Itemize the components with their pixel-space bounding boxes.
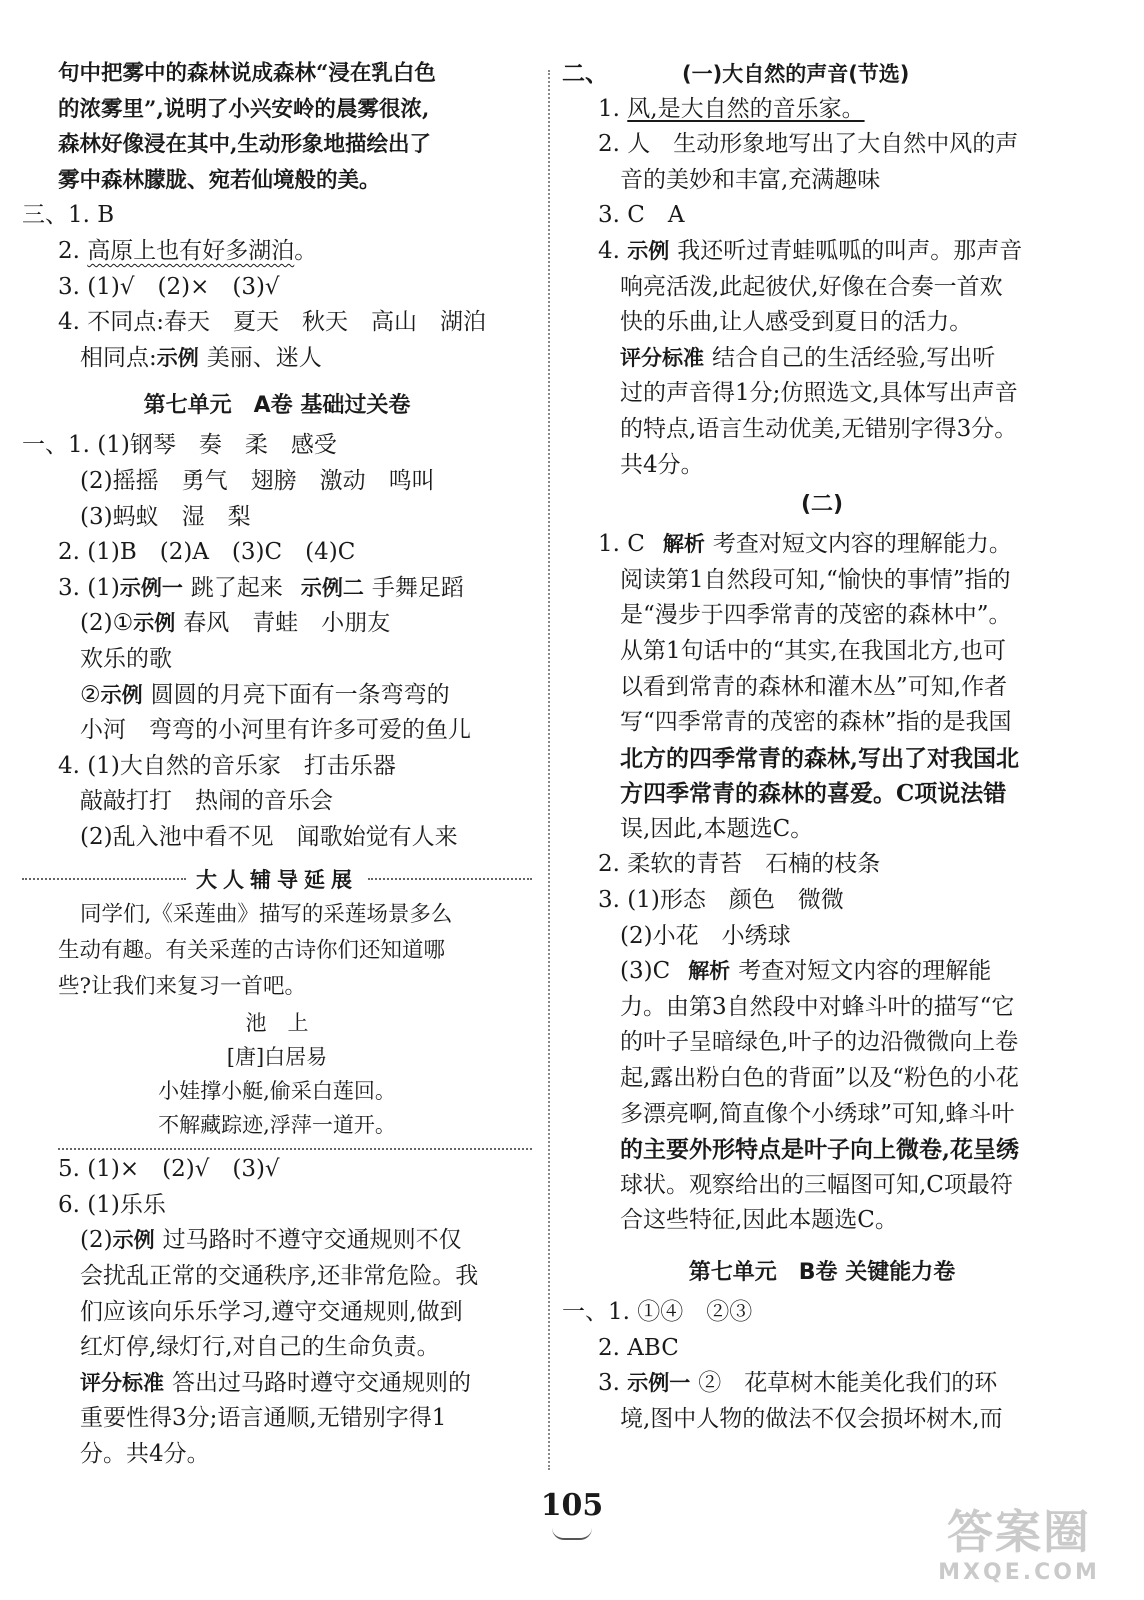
r2 [562,127,1082,163]
poem-author: [唐]白居易 [226,1045,328,1070]
r4-score-l2: 过的声音得1分;仿照选文,具体写出声音 [620,380,1018,407]
q-num: 3. [58,574,80,601]
example-label: 示例 [100,682,143,707]
intro-line: 的浓雾里”,说明了小兴安岭的晨雾很浓, [58,96,430,122]
r1 [562,92,1082,128]
answer-text: 我还听过青蛙呱呱的叫声。那声音 [677,237,1023,264]
q-num: 6. [58,1191,80,1218]
r3 [562,198,1082,234]
answer-text: C A [627,202,685,229]
answer-text: ② 花草树木能美化我们的环 [698,1370,998,1397]
r4-score [562,341,1082,377]
s5-q5 [22,1152,532,1188]
q-num: 3. [598,1370,620,1397]
s1-q4-l3: (2)乱入池中看不见 闻歌始觉有人来 [80,823,458,850]
answer-text: (1)大自然的音乐家 打击乐器 [87,752,396,779]
q-num: 2. [58,237,80,264]
watermark-logo [924,1504,1114,1594]
answer-text: ①④ ②③ [637,1299,753,1325]
s5-q6-l2 [22,1223,532,1259]
answer-text: ABC [627,1334,679,1361]
sec3-q3: 3. (1)√ (2)× (3)√ [58,273,280,300]
r4 [562,234,1082,270]
part2-title: (二) [800,492,844,518]
s1-q3-l5: 小河 弯弯的小河里有许多可爱的鱼儿 [80,717,471,744]
answer-text: (1)B (2)A (3)C (4)C [87,539,356,566]
column-divider [548,70,550,1470]
extension-divider [22,861,532,897]
example-label: 示例 [112,1228,155,1253]
extension-text: 些?让我们来复习一首吧。 [58,973,307,999]
section-num: 二、 [562,60,608,87]
p2 [562,847,1082,883]
s1-q3-l2 [22,606,532,642]
watermark-url: MXQE.COM [938,1560,1100,1585]
example-label: 示例二 [300,575,364,600]
answer-text: 圆圆的月亮下面有一条弯弯的 [150,681,450,708]
answer-text: 跳了起来 [190,574,283,601]
answer-text: ② [80,681,101,708]
answer-text: (2) [80,1227,113,1254]
dotted-rule [368,878,532,880]
answer-text: 春风 青蛙 小朋友 [183,610,391,637]
s1-q3-l3: 欢乐的歌 [80,645,172,672]
s5-q6-l5: 红灯停,绿灯行,对自己的生命负责。 [80,1334,440,1361]
s5-score-l3: 分。共4分。 [80,1441,210,1467]
p3-l3 [562,954,1082,990]
p3-l7: 多漂亮啊,简直像个小绣球”可知,蜂斗叶 [620,1100,1015,1127]
answer-text: 考查对短文内容的理解能力。 [712,531,1012,558]
answer-text: (1)形态 颜色 微微 [627,887,844,914]
section-title: (一)大自然的声音(节选) [682,62,910,86]
answer-text: 美丽、迷人 [206,344,322,371]
example-label: 示例 [133,611,176,636]
sec3-q1: 三、1. B [22,202,115,229]
answer-text: (1)钢琴 奏 柔 感受 [97,432,337,459]
example-label: 示例 [627,238,670,263]
unit7b-title: 第七单元 B卷 关键能力卷 [688,1260,956,1285]
punct: 。 [294,237,318,264]
q-num: 2. [58,539,80,566]
p1-l5: 以看到常青的森林和灌木丛”可知,作者 [620,673,1008,700]
s1-q3 [22,571,532,607]
intro-line: 句中把雾中的森林说成森林“浸在乳白色 [58,61,436,86]
answer-text: 手舞足蹈 [371,574,464,601]
b3-l2: 境,图中人物的做法不仅会损坏树木,而 [620,1405,1003,1432]
s1-q1-l2: (2)摇摇 勇气 翅膀 激动 鸣叫 [80,467,435,494]
p1-l8: 方四季常青的森林的喜爱。C项说法错 [620,780,1007,808]
s1-q3-l4 [22,678,532,714]
poem-line: 小娃撑小艇,偷采白莲回。 [158,1079,396,1104]
example-label: 示例一 [627,1371,691,1396]
sec3-q4-same [22,341,532,377]
analysis-label: 解析 [662,532,705,557]
answer-text: (1)× (2)√ (3)√ [87,1156,280,1183]
s5-score-l2: 重要性得3分;语言通顺,无错别字得1 [80,1405,447,1432]
q-num: 5. [58,1156,80,1183]
q-num: 4. [58,752,80,779]
q-num: 4. [58,309,80,336]
q-num: 1. [598,531,620,558]
right-column [562,56,1082,1437]
p3 [562,883,1082,919]
answer-text: 考查对短文内容的理解能 [738,958,992,985]
sec2-heading [562,56,1082,92]
answer-text: 人 生动形象地写出了大自然中风的声 [627,131,1019,158]
s1-q4-l2: 敲敲打打 热闹的音乐会 [80,788,333,815]
page-number-ornament [552,1528,592,1540]
p3-l2: (2)小花 小绣球 [620,922,791,949]
p3-l9: 球状。观察给出的三幅图可知,C项最符 [620,1171,1013,1198]
s1-q1 [22,428,532,464]
p1-l6: 写“四季常青的茂密的森林”指的是我国 [620,709,1012,736]
b3 [562,1366,1082,1402]
answer-text: 过马路时不遵守交通规则不仅 [162,1227,462,1254]
answer-text: 结合自己的生活经验,写出听 [712,344,996,371]
score-label: 评分标准 [620,345,704,370]
page-number: 105 [540,1488,604,1523]
s5-q6-l4: 们应该向乐乐学习,遵守交通规则,做到 [80,1298,463,1325]
p1-l3: 是“漫步于四季常青的茂密的森林中”。 [620,602,1012,629]
p3-l8: 的主要外形特点是叶子向上微卷,花呈绣 [620,1136,1020,1164]
answer-text: (3)C [620,958,671,985]
q-num: 2. [598,131,620,158]
b1 [562,1295,1082,1331]
score-label: 评分标准 [80,1370,164,1395]
p3-l4: 力。由第3自然段中对蜂斗叶的描写“它 [620,993,1015,1020]
s1-q1-l3: (3)蚂蚁 湿 梨 [80,503,251,530]
dotted-rule [58,1148,532,1150]
p1 [562,527,1082,563]
p1-l7: 北方的四季常青的森林,写出了对我国北 [620,744,1020,772]
s1-q4 [22,749,532,785]
left-column [22,56,532,1473]
answer-text: C [627,531,645,558]
q-num: 1. [598,95,620,122]
answer-text: (2)① [80,610,134,637]
r4-score-l4: 共4分。 [620,451,704,478]
q-num: 一、1. [562,1299,630,1325]
b2 [562,1331,1082,1367]
s5-q6 [22,1188,532,1224]
unit7a-title: 第七单元 A卷 基础过关卷 [143,393,411,419]
answer-text: (1)乐乐 [87,1191,166,1218]
answer-text: 答出过马路时遵守交通规则的 [172,1369,471,1396]
p3-l10: 合这些特征,因此本题选C。 [620,1207,898,1234]
r4-l3: 快的乐曲,让人感受到夏日的活力。 [620,309,973,336]
s5-score [22,1366,532,1402]
analysis-label: 解析 [688,959,731,984]
answer-text: 相同点: [80,344,157,371]
poem-title: 池 上 [245,1011,309,1036]
answer-text: 柔软的青苔 石楠的枝条 [627,851,881,878]
s1-q2 [22,535,532,571]
example-label: 示例一 [119,575,183,600]
p3-l6: 起,露出粉白色的背面”以及“粉色的小花 [620,1065,1019,1092]
p1-l9: 误,因此,本题选C。 [620,815,814,842]
p1-l4: 从第1句话中的“其实,在我国北方,也可 [620,637,1007,664]
answer-text: 不同点:春天 夏天 秋天 高山 湖泊 [87,309,487,336]
r2-l2: 音的美妙和丰富,充满趣味 [620,166,881,193]
q-num: 4. [598,237,620,264]
p3-l5: 的叶子呈暗绿色,叶子的边沿微微向上卷 [620,1029,1019,1056]
q-num: 3. [598,202,620,229]
q-num: 2. [598,851,620,878]
r4-l2: 响亮活泼,此起彼伏,好像在合奏一首欢 [620,273,1003,300]
intro-line: 森林好像浸在其中,生动形象地描绘出了 [58,132,431,158]
answer-wavy: 高原上也有好多湖泊 [87,237,295,264]
example-label: 示例 [156,345,199,370]
extension-text: 生动有趣。有关采莲的古诗你们还知道哪 [58,938,446,964]
answer-text: (1) [87,574,120,601]
r4-score-l3: 的特点,语言生动优美,无错别字得3分。 [620,415,1018,442]
sec3-q2 [22,234,532,270]
watermark-text: 答案圈 [947,1505,1091,1559]
answer-underlined: 风,是大自然的音乐家。 [627,95,865,122]
intro-line: 雾中森林朦胧、宛若仙境般的美。 [58,167,381,193]
q-num: 2. [598,1334,620,1361]
q-num: 3. [598,887,620,914]
sec3-q4 [22,305,532,341]
poem-line: 不解藏踪迹,浮萍一道开。 [158,1113,396,1138]
extension-label: 大人辅导延展 [196,868,358,893]
s5-q6-l3: 会扰乱正常的交通秩序,还非常危险。我 [80,1263,479,1290]
extension-text: 同学们,《采莲曲》描写的采莲场景多么 [80,902,453,928]
q-num: 一、1. [22,432,90,459]
dotted-rule [22,878,186,880]
p1-l2: 阅读第1自然段可知,“愉快的事情”指的 [620,566,1011,593]
